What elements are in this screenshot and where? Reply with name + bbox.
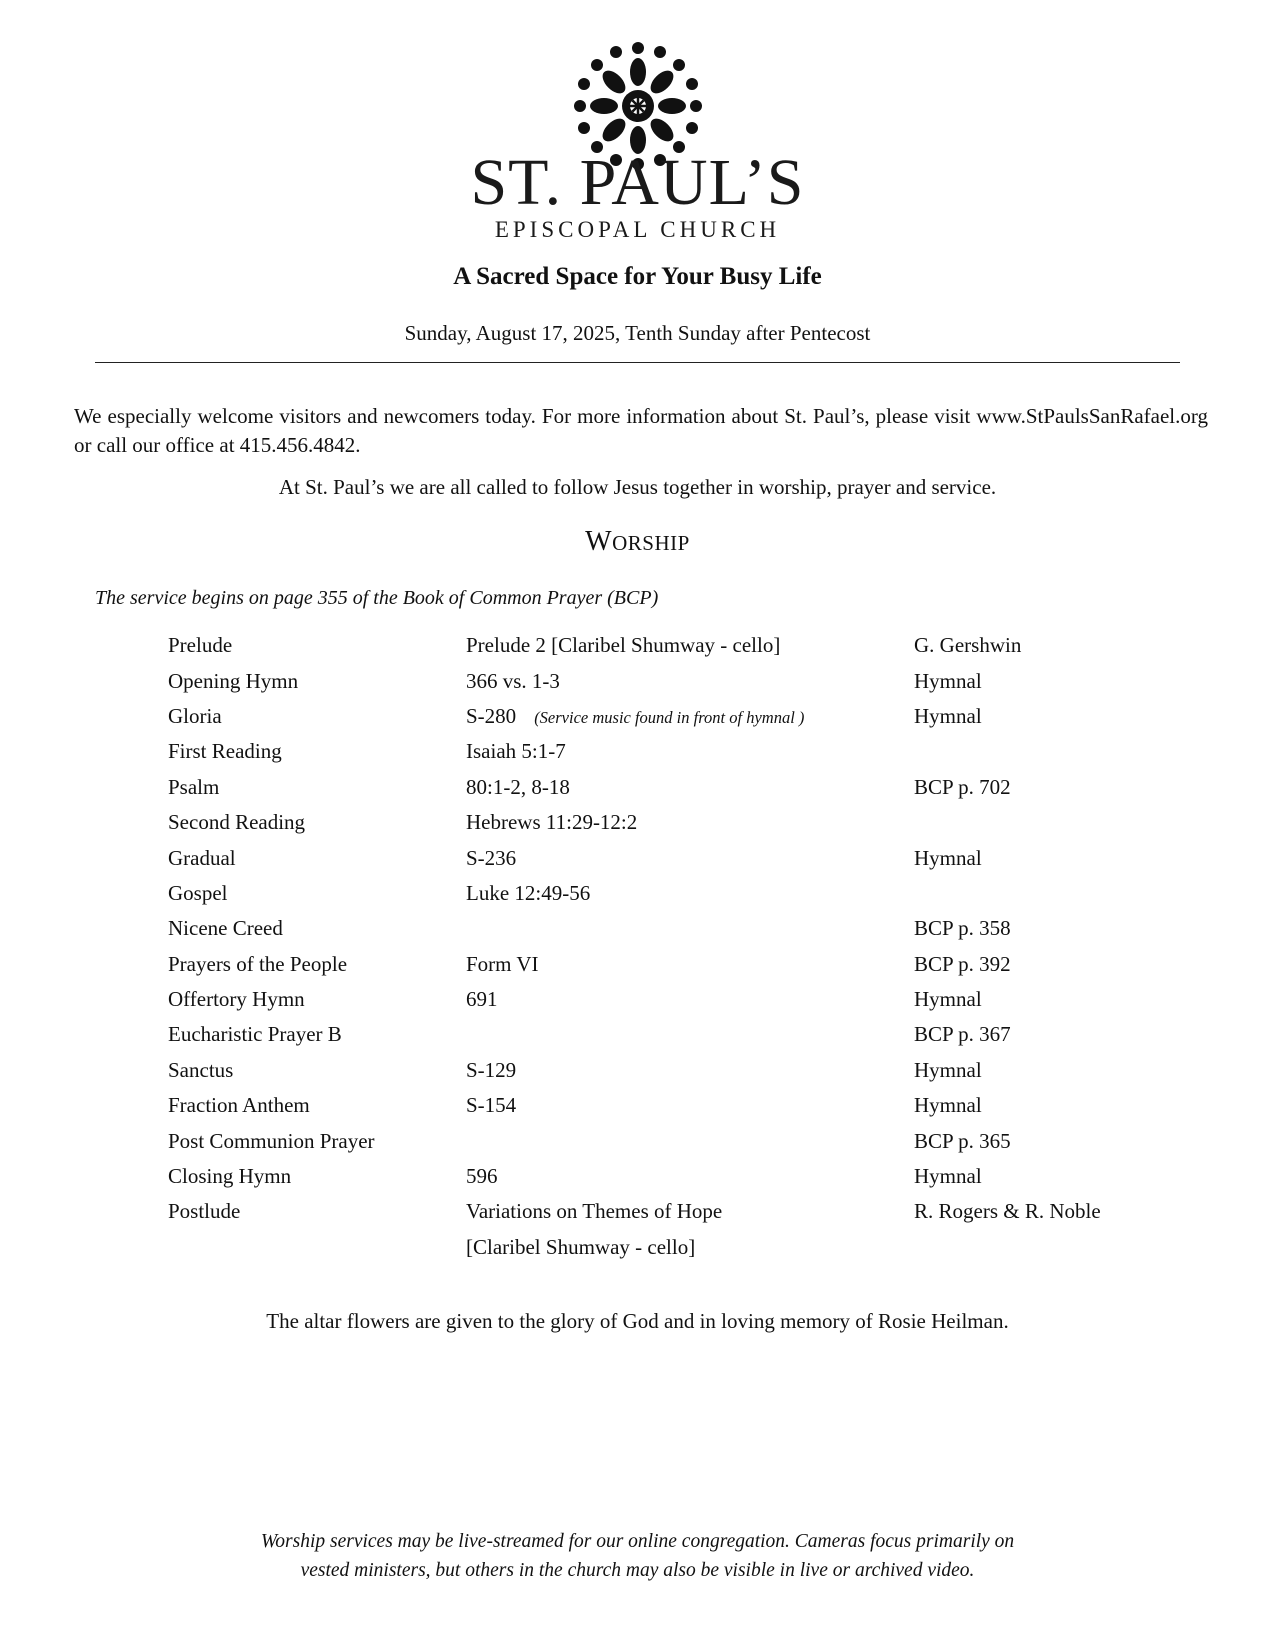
service-selection: Variations on Themes of Hope bbox=[466, 1199, 723, 1224]
order-of-service bbox=[168, 628, 1168, 1265]
church-subtitle: EPISCOPAL CHURCH bbox=[494, 217, 781, 242]
service-source: Hymnal bbox=[914, 987, 982, 1012]
service-selection: Luke 12:49-56 bbox=[466, 880, 591, 905]
service-part: Gradual bbox=[168, 845, 236, 870]
service-selection: S-154 bbox=[466, 1093, 517, 1118]
service-source: Hymnal bbox=[914, 668, 982, 693]
service-row bbox=[168, 982, 1168, 1017]
service-row bbox=[168, 1017, 1168, 1052]
service-selection: Hebrews 11:29-12:2 bbox=[466, 810, 638, 835]
service-selection: 596 bbox=[466, 1164, 498, 1189]
service-source: Hymnal bbox=[914, 1057, 982, 1082]
service-row bbox=[168, 876, 1168, 911]
service-selection: S-129 bbox=[466, 1057, 517, 1082]
service-row bbox=[168, 1053, 1168, 1088]
service-selection-cell bbox=[466, 987, 914, 1012]
service-part: Closing Hymn bbox=[168, 1164, 292, 1189]
worship-heading-rest: ORSHIP bbox=[612, 531, 690, 555]
worship-heading-initial: W bbox=[585, 526, 613, 557]
service-part: Second Reading bbox=[168, 810, 306, 835]
service-date: Sunday, August 17, 2025, Tenth Sunday after Pentecost bbox=[404, 321, 871, 345]
worship-heading bbox=[0, 528, 1275, 557]
service-selection-cell bbox=[466, 1199, 914, 1224]
service-selection: Prelude 2 [Claribel Shumway - cello] bbox=[466, 633, 781, 658]
service-selection-cell bbox=[466, 739, 914, 764]
service-selection: 366 vs. 1-3 bbox=[466, 668, 560, 693]
service-row bbox=[168, 663, 1168, 698]
service-selection-cell bbox=[466, 1093, 914, 1118]
service-row bbox=[168, 1194, 1168, 1229]
service-part: Gospel bbox=[168, 880, 228, 905]
service-part: Sanctus bbox=[168, 1057, 234, 1082]
tagline: A Sacred Space for Your Busy Life bbox=[453, 263, 822, 290]
service-row bbox=[168, 734, 1168, 769]
service-selection-cell bbox=[466, 775, 914, 800]
livestream-notice-line-2: vested ministers, but others in the church may also be visible in live or archived video. bbox=[300, 1560, 975, 1581]
service-note: The service begins on page 355 of the Book of Common Prayer (BCP) bbox=[95, 587, 659, 609]
service-selection-cell bbox=[466, 1164, 914, 1189]
service-part: Nicene Creed bbox=[168, 916, 283, 941]
service-part: Psalm bbox=[168, 774, 220, 799]
service-row bbox=[168, 1230, 1168, 1265]
service-source: BCP p. 392 bbox=[914, 951, 1011, 976]
service-part: Gloria bbox=[168, 703, 222, 728]
service-row bbox=[168, 1123, 1168, 1158]
service-part: Post Communion Prayer bbox=[168, 1128, 375, 1153]
church-name: ST. PAUL’S bbox=[470, 146, 805, 219]
service-source: Hymnal bbox=[914, 1164, 982, 1189]
service-selection-cell bbox=[466, 669, 914, 694]
service-selection-cell bbox=[466, 810, 914, 835]
service-part: Postlude bbox=[168, 1199, 241, 1224]
service-part: Offertory Hymn bbox=[168, 987, 305, 1012]
service-selection-cell bbox=[466, 704, 914, 729]
service-part: Eucharistic Prayer B bbox=[168, 1022, 342, 1047]
service-source: BCP p. 367 bbox=[914, 1022, 1011, 1047]
service-source: Hymnal bbox=[914, 845, 982, 870]
service-selection: 691 bbox=[466, 987, 498, 1012]
service-source: BCP p. 702 bbox=[914, 774, 1011, 799]
service-part: Prelude bbox=[168, 633, 233, 658]
service-selection: [Claribel Shumway - cello] bbox=[466, 1234, 696, 1259]
welcome-paragraph: We especially welcome visitors and newcomers today. For more information about St. Paul’s, please visit www.StPaulsSanRafael.org or call our office at 415.456.4842. bbox=[74, 404, 1208, 457]
service-selection-cell bbox=[466, 1058, 914, 1083]
service-source: Hymnal bbox=[914, 1093, 982, 1118]
service-row bbox=[168, 770, 1168, 805]
service-selection: 80:1-2, 8-18 bbox=[466, 774, 570, 799]
service-selection: S-236 bbox=[466, 845, 517, 870]
service-selection-cell bbox=[466, 633, 914, 658]
service-row bbox=[168, 805, 1168, 840]
livestream-notice bbox=[0, 1527, 1275, 1585]
altar-flowers-note: The altar flowers are given to the glory of God and in loving memory of Rosie Heilman. bbox=[266, 1309, 1009, 1333]
service-row bbox=[168, 1159, 1168, 1194]
service-selection: Form VI bbox=[466, 951, 539, 976]
service-source: G. Gershwin bbox=[914, 633, 1022, 658]
service-source: Hymnal bbox=[914, 703, 982, 728]
service-row bbox=[168, 1088, 1168, 1123]
service-selection-cell bbox=[466, 952, 914, 977]
service-source: R. Rogers & R. Noble bbox=[914, 1199, 1101, 1224]
service-selection: S-280 bbox=[466, 703, 517, 728]
service-selection-cell bbox=[466, 1235, 914, 1260]
service-row bbox=[168, 840, 1168, 875]
livestream-notice-line-1: Worship services may be live-streamed for our online congregation. Cameras focus primarily on bbox=[260, 1531, 1015, 1552]
mission-statement: At St. Paul’s we are all called to follow Jesus together in worship, prayer and service. bbox=[278, 475, 997, 499]
service-selection-cell bbox=[466, 846, 914, 871]
service-part: First Reading bbox=[168, 739, 282, 764]
service-music-note: (Service music found in front of hymnal ) bbox=[534, 707, 805, 727]
service-part: Fraction Anthem bbox=[168, 1093, 310, 1118]
service-source: BCP p. 365 bbox=[914, 1128, 1011, 1153]
service-selection: Isaiah 5:1-7 bbox=[466, 739, 566, 764]
service-source: BCP p. 358 bbox=[914, 916, 1011, 941]
service-row bbox=[168, 699, 1168, 734]
service-row bbox=[168, 947, 1168, 982]
service-row bbox=[168, 911, 1168, 946]
header-divider bbox=[95, 362, 1180, 363]
service-selection-cell bbox=[466, 881, 914, 906]
service-row bbox=[168, 628, 1168, 663]
service-part: Prayers of the People bbox=[168, 951, 348, 976]
service-part: Opening Hymn bbox=[168, 668, 299, 693]
